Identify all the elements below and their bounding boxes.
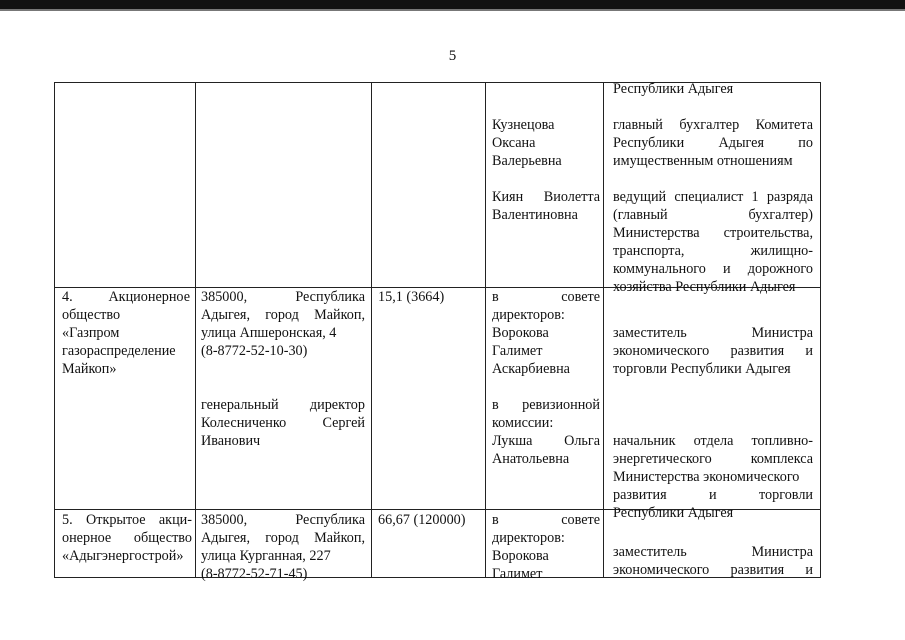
column-border: [820, 82, 821, 578]
address-line: (8-8772-52-71-45): [201, 566, 308, 582]
person-name-line: Валентиновна: [492, 207, 578, 223]
column-border: [603, 82, 604, 578]
address-line: улица Курганная, 227: [201, 548, 331, 564]
address-cell: [201, 511, 365, 583]
person-name-line: Галимет: [492, 566, 543, 582]
company-line: общество: [62, 307, 121, 323]
position-line: энергетического комплекса: [613, 451, 813, 467]
position-line: Республики Адыгея по: [613, 135, 813, 151]
position-line: Республики Адыгея: [613, 81, 734, 97]
person-name-line: Галимет: [492, 343, 543, 359]
person-name-line: в совете: [492, 289, 600, 305]
person-name-line: Анатольевна: [492, 451, 570, 467]
column-border: [371, 82, 372, 578]
address-cell: [201, 288, 365, 450]
person-cell: [492, 511, 600, 583]
address-line: (8-8772-52-10-30): [201, 343, 308, 359]
company-line: Майкоп»: [62, 361, 117, 377]
address-line: 385000, Республика: [201, 512, 365, 528]
position-line: ведущий специалист 1 разряда: [613, 189, 813, 205]
director-line: генеральный директор: [201, 397, 365, 413]
company-line: онерное общество: [62, 530, 192, 546]
person-name-line: Ворокова: [492, 548, 549, 564]
company-line: 4. Акционерное: [62, 289, 190, 305]
position-line: экономического развития и: [613, 562, 813, 578]
company-line: «Адыгэнергострой»: [62, 548, 184, 564]
company-cell: [62, 511, 192, 565]
position-line: коммунального и дорожного: [613, 261, 813, 277]
position-line: транспорта, жилищно-: [613, 243, 813, 259]
share-cell: [378, 511, 482, 529]
address-line: улица Апшеронская, 4: [201, 325, 337, 341]
page-number: 5: [448, 48, 457, 64]
position-line: развития и торговли: [613, 487, 813, 503]
position-line: заместитель Министра: [613, 325, 813, 341]
person-name-line: Ворокова: [492, 325, 549, 341]
position-line: экономического развития и: [613, 343, 813, 359]
scan-top-border-line: [0, 9, 905, 11]
person-name-line: директоров:: [492, 307, 565, 323]
share-value: 66,67 (120000): [378, 512, 466, 528]
person-name-line: Киян Виолетта: [492, 189, 600, 205]
person-name-line: Валерьевна: [492, 153, 562, 169]
position-line: хозяйства Республики Адыгея: [613, 279, 796, 295]
person-name-line: Кузнецова: [492, 117, 555, 133]
position-cell: [613, 543, 813, 579]
address-line: Адыгея, город Майкоп,: [201, 307, 365, 323]
position-line: заместитель Министра: [613, 544, 813, 560]
company-line: газораспределение: [62, 343, 176, 359]
address-line: Адыгея, город Майкоп,: [201, 530, 365, 546]
position-line: начальник отдела топливно-: [613, 433, 813, 449]
person-cell: [492, 116, 600, 224]
person-name-line: в совете: [492, 512, 600, 528]
person-name-line: директоров:: [492, 530, 565, 546]
company-cell: [62, 288, 190, 378]
director-line: Иванович: [201, 433, 261, 449]
person-name-line: в ревизионной: [492, 397, 600, 413]
scan-top-border: [0, 0, 905, 9]
share-cell: [378, 288, 482, 306]
person-cell: [492, 288, 600, 468]
position-line: Министерства строительства,: [613, 225, 813, 241]
position-line: имущественным отношениям: [613, 153, 793, 169]
person-name-line: комиссии:: [492, 415, 554, 431]
position-line: Министерства экономического: [613, 469, 800, 485]
column-border: [54, 82, 55, 578]
column-border: [485, 82, 486, 578]
director-line: Колесниченко Сергей: [201, 415, 365, 431]
position-cell: [613, 80, 813, 296]
position-line: Республики Адыгея: [613, 505, 734, 521]
address-line: 385000, Республика: [201, 289, 365, 305]
person-name-line: Аскарбиевна: [492, 361, 570, 377]
position-cell: [613, 324, 813, 522]
person-name-line: Оксана: [492, 135, 536, 151]
share-value: 15,1 (3664): [378, 289, 445, 305]
position-line: главный бухгалтер Комитета: [613, 117, 813, 133]
person-name-line: Лукша Ольга: [492, 433, 600, 449]
position-line: (главный бухгалтер): [613, 207, 813, 223]
company-line: 5. Открытое акци-: [62, 512, 192, 528]
position-line: торговли Республики Адыгея: [613, 361, 791, 377]
shareholdings-table: [54, 81, 821, 582]
column-border: [195, 82, 196, 578]
company-line: «Газпром: [62, 325, 120, 341]
